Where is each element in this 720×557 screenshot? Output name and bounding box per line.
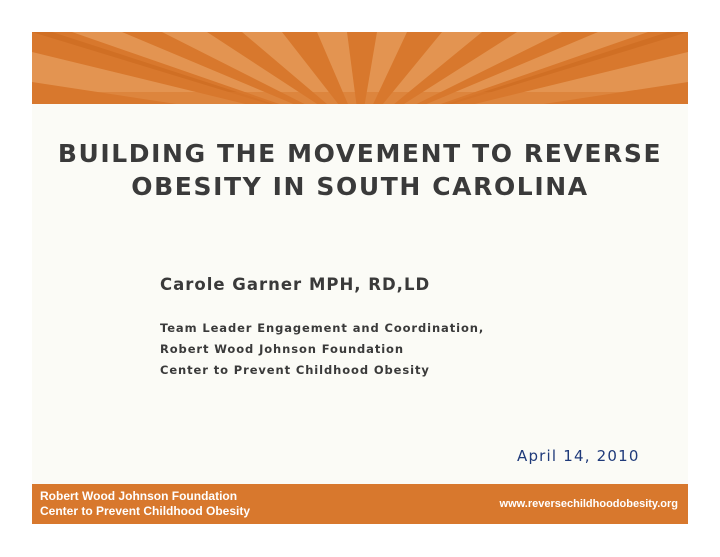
affiliation-line: Team Leader Engagement and Coordination,: [160, 321, 485, 335]
affiliation-line: Center to Prevent Childhood Obesity: [160, 363, 430, 377]
sunburst-graphic: [32, 32, 688, 104]
footer-org-line-1: Robert Wood Johnson Foundation: [40, 489, 238, 503]
slide-title: [32, 137, 688, 203]
presentation-date: April 14, 2010: [517, 447, 640, 465]
footer-bar: [32, 484, 688, 524]
affiliation-line: Robert Wood Johnson Foundation: [160, 342, 404, 356]
footer-org-line-2: Center to Prevent Childhood Obesity: [40, 504, 251, 518]
presenter-affiliation: [160, 318, 484, 381]
title-line-1: BUILDING THE MOVEMENT TO REVERSE: [57, 139, 663, 168]
footer-website-link[interactable]: www.reversechildhoodobesity.org: [499, 498, 678, 510]
header-banner: [32, 32, 688, 104]
title-line-2: OBESITY IN SOUTH CAROLINA: [131, 172, 589, 201]
presenter-name: Carole Garner MPH, RD,LD: [160, 275, 431, 294]
footer-org-logo: [40, 489, 250, 519]
